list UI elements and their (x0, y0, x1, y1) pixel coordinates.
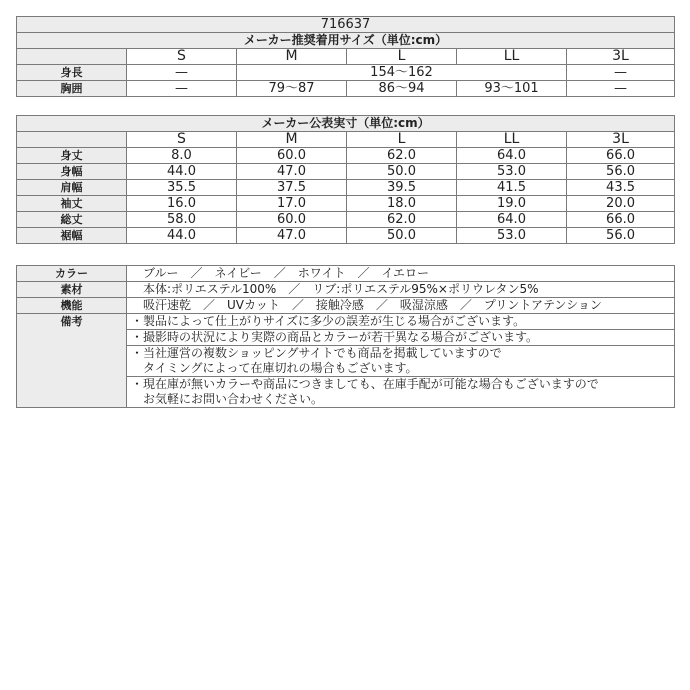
note-item (127, 346, 675, 377)
size-header-l: L (347, 132, 457, 148)
height-3l: — (567, 65, 675, 81)
chest-l: 86～94 (347, 81, 457, 97)
value-cell: 64.0 (457, 212, 567, 228)
size-header-m: M (237, 49, 347, 65)
empty-corner-cell (17, 132, 127, 148)
value-cell: 41.5 (457, 180, 567, 196)
value-cell: 66.0 (567, 148, 675, 164)
value-cell: 60.0 (237, 148, 347, 164)
actual-size-table (16, 115, 675, 244)
function-label: 機能 (17, 298, 127, 314)
note-item (127, 377, 675, 408)
actual-size-title: メーカー公表実寸（単位:cm） (17, 116, 675, 132)
height-s: — (127, 65, 237, 81)
note-text: ・撮影時の状況により実際の商品とカラーが若干異なる場合がございます。 (131, 330, 539, 344)
value-cell: 58.0 (127, 212, 237, 228)
value-cell: 19.0 (457, 196, 567, 212)
note-text: ・現在庫が無いカラーや商品につきましても、在庫手配が可能な場合もございますので (131, 377, 599, 391)
value-cell: 20.0 (567, 196, 675, 212)
size-header-s: S (127, 132, 237, 148)
recommended-size-table (16, 16, 675, 97)
measure-row-body-width (17, 164, 675, 180)
chest-label: 胸囲 (17, 81, 127, 97)
value-cell: 53.0 (457, 228, 567, 244)
chest-m: 79～87 (237, 81, 347, 97)
value-cell: 18.0 (347, 196, 457, 212)
size-header-3l: 3L (567, 132, 675, 148)
row-label: 肩幅 (17, 180, 127, 196)
value-cell: 16.0 (127, 196, 237, 212)
measure-row-shoulder-width (17, 180, 675, 196)
value-cell: 39.5 (347, 180, 457, 196)
value-cell: 17.0 (237, 196, 347, 212)
value-cell: 37.5 (237, 180, 347, 196)
value-cell: 47.0 (237, 164, 347, 180)
note-text-continued: お気軽にお問い合わせください。 (143, 392, 324, 406)
note-item (127, 330, 675, 346)
note-text: ・製品によって仕上がりサイズに多少の誤差が生じる場合がございます。 (131, 314, 526, 328)
note-text-continued: タイミングによって在庫切れの場合もございます。 (143, 361, 418, 375)
value-cell: 43.5 (567, 180, 675, 196)
recommended-size-title: メーカー推奨着用サイズ（単位:cm） (17, 33, 675, 49)
value-cell: 35.5 (127, 180, 237, 196)
material-label: 素材 (17, 282, 127, 298)
value-cell: 44.0 (127, 228, 237, 244)
measure-row-total-length (17, 212, 675, 228)
function-value: 吸汗速乾 ／ UVカット ／ 接触冷感 ／ 吸湿涼感 ／ プリントアテンション (127, 298, 675, 314)
material-value: 本体:ポリエステル100% ／ リブ:ポリエステル95%×ポリウレタン5% (127, 282, 675, 298)
chest-ll: 93～101 (457, 81, 567, 97)
value-cell: 56.0 (567, 228, 675, 244)
value-cell: 56.0 (567, 164, 675, 180)
note-item (127, 314, 675, 330)
value-cell: 60.0 (237, 212, 347, 228)
value-cell: 62.0 (347, 212, 457, 228)
value-cell: 66.0 (567, 212, 675, 228)
value-cell: 50.0 (347, 164, 457, 180)
size-header-l: L (347, 49, 457, 65)
color-value: ブルー ／ ネイビー ／ ホワイト ／ イエロー (127, 266, 675, 282)
size-header-m: M (237, 132, 347, 148)
row-label: 身幅 (17, 164, 127, 180)
value-cell: 64.0 (457, 148, 567, 164)
measure-row-body-length (17, 148, 675, 164)
notes-label: 備考 (17, 314, 127, 408)
empty-corner-cell (17, 49, 127, 65)
size-header-ll: LL (457, 132, 567, 148)
product-code: 716637 (17, 17, 675, 33)
chest-s: — (127, 81, 237, 97)
color-label: カラー (17, 266, 127, 282)
size-header-3l: 3L (567, 49, 675, 65)
height-m-to-ll: 154～162 (237, 65, 567, 81)
size-header-s: S (127, 49, 237, 65)
height-label: 身長 (17, 65, 127, 81)
row-label: 総丈 (17, 212, 127, 228)
row-label: 身丈 (17, 148, 127, 164)
note-text: ・当社運営の複数ショッピングサイトでも商品を掲載していますので (131, 346, 502, 360)
chest-3l: — (567, 81, 675, 97)
measure-row-hem-width (17, 228, 675, 244)
value-cell: 8.0 (127, 148, 237, 164)
value-cell: 50.0 (347, 228, 457, 244)
size-header-ll: LL (457, 49, 567, 65)
value-cell: 44.0 (127, 164, 237, 180)
product-details-table (16, 265, 675, 408)
row-label: 裾幅 (17, 228, 127, 244)
row-label: 袖丈 (17, 196, 127, 212)
value-cell: 47.0 (237, 228, 347, 244)
measure-row-sleeve-length (17, 196, 675, 212)
value-cell: 53.0 (457, 164, 567, 180)
value-cell: 62.0 (347, 148, 457, 164)
